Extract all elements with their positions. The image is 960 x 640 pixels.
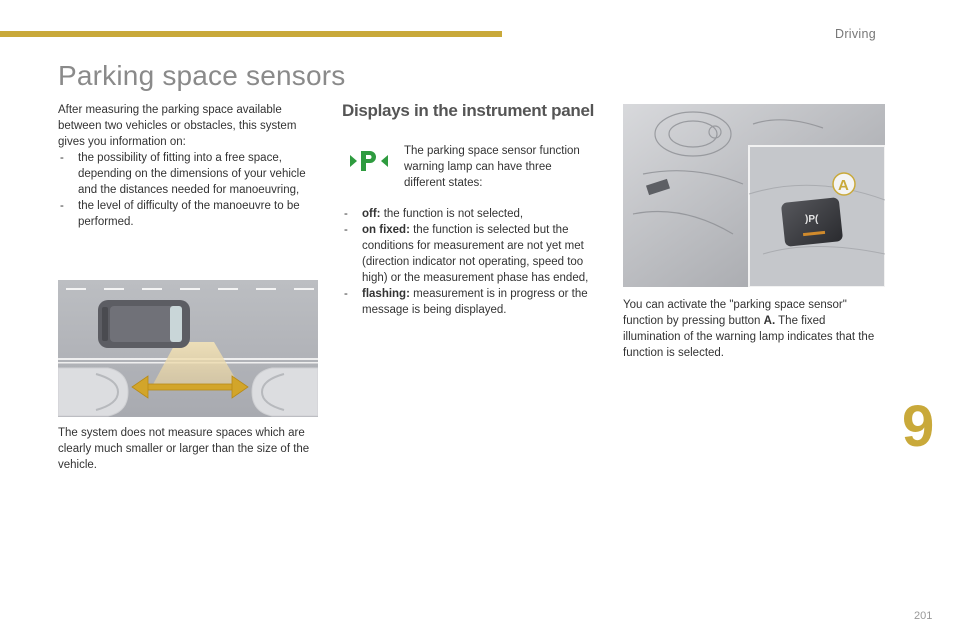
state-label: on fixed: (362, 224, 410, 236)
lamp-states-list (342, 206, 604, 318)
intro-item: - the possibility of fitting into a free space, depending on the dimensions of your vehicle and the distances needed for manoeuvring, (58, 150, 320, 198)
lamp-states (342, 206, 604, 318)
state-off (342, 206, 604, 222)
intro-item: - the level of difficulty of the manoeuvre to be performed. (58, 198, 320, 230)
intro-lead: After measuring the parking space available between two vehicles or obstacles, this system gives you information on: (58, 104, 297, 148)
parked-car-right (252, 368, 318, 416)
parked-car-left (58, 368, 128, 416)
lamp-description: The parking space sensor function warning lamp can have three different states: (404, 145, 580, 189)
parking-sensor-lamp-icon (348, 148, 390, 174)
activation-text-after: The fixed illumination of the warning lamp indicates that the function is selected. (623, 315, 875, 359)
state-on-fixed (342, 222, 604, 286)
system-limit-note: The system does not measure spaces which are clearly much smaller or larger than the size of the vehicle. (58, 427, 310, 471)
displays-title: Displays in the instrument panel (342, 101, 595, 120)
state-label: off: (362, 208, 381, 220)
activation-text-before: You can activate the "parking space sensor" function by pressing button (623, 299, 847, 327)
car-top-view (98, 300, 190, 348)
state-flashing (342, 286, 604, 318)
intro-text (58, 102, 320, 230)
chapter-number: 9 (902, 394, 935, 459)
section-label: Driving (835, 27, 876, 41)
page-title: Parking space sensors (58, 60, 346, 91)
state-text: measurement is in progress or the message is being displayed. (362, 288, 588, 316)
activation-button-label: A. (763, 315, 776, 327)
svg-text:)P(: )P( (805, 214, 819, 225)
parking-space-illustration (58, 280, 318, 417)
callout-a: A (838, 177, 849, 194)
dashboard-button-illustration (623, 104, 885, 287)
state-text: the function is not selected, (380, 208, 524, 220)
state-label: flashing: (362, 288, 410, 300)
header-accent-bar (0, 31, 502, 37)
state-text: the function is selected but the conditions for measurement are not yet met (direction indicator not operating, speed too high) or the measurement phase has ended, (362, 224, 589, 284)
page-number: 201 (914, 610, 933, 622)
intro-list (58, 150, 320, 230)
activation-text (623, 297, 885, 361)
